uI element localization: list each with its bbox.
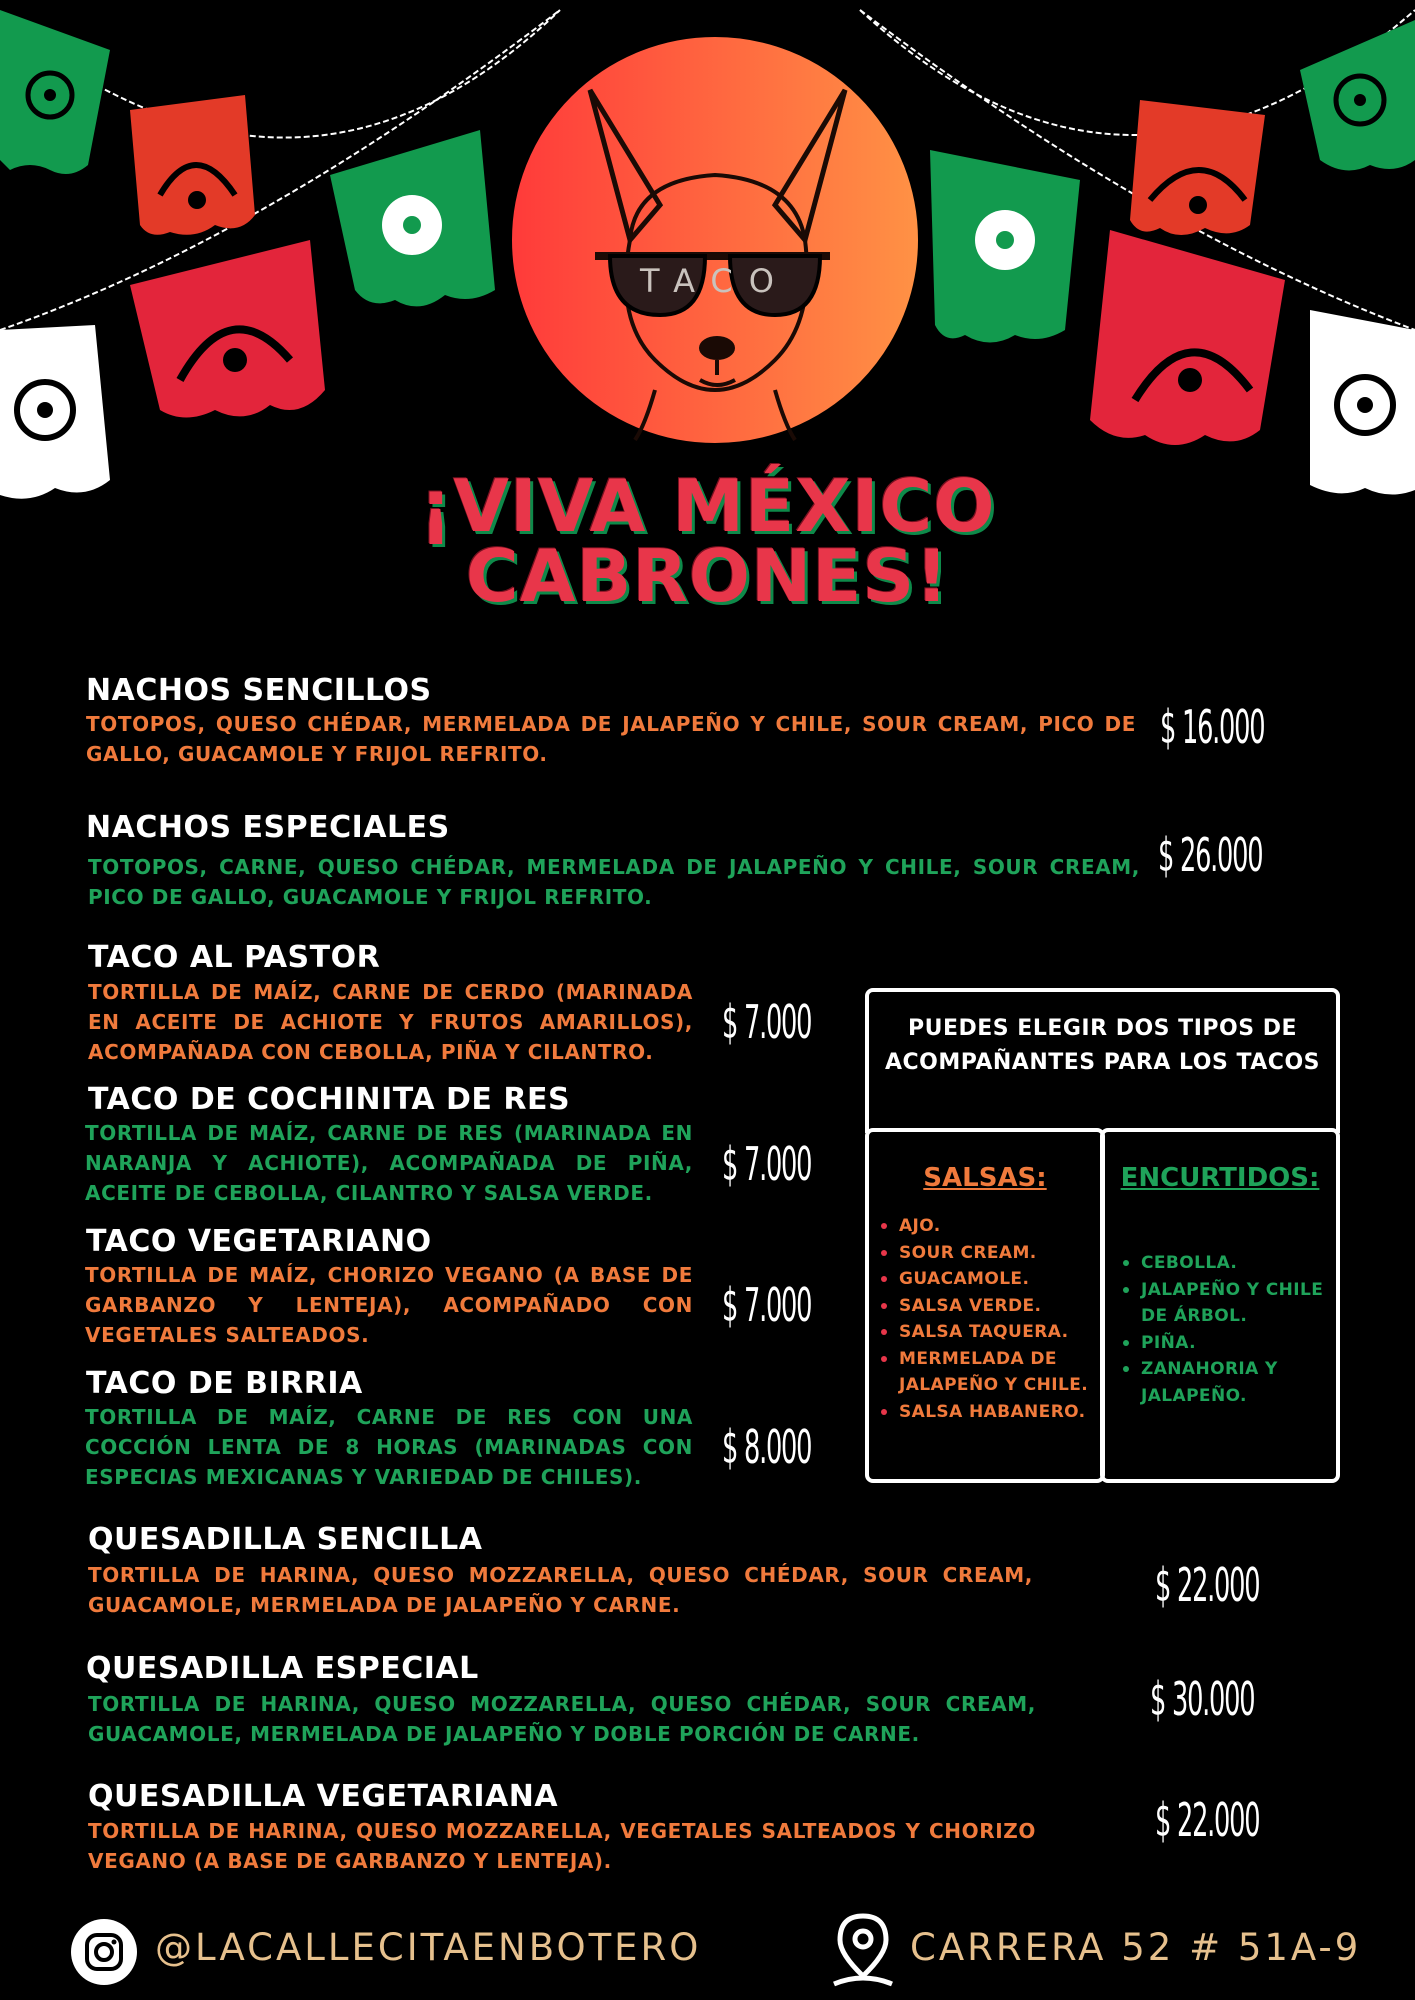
item-name-taco-cochinita: TACO DE COCHINITA DE RES: [88, 1082, 571, 1117]
sides-box-heading: PUEDES ELEGIR DOS TIPOS DE ACOMPAÑANTES PARA LOS TACOS: [885, 1016, 1321, 1075]
item-desc-quesadilla-sencilla: TORTILLA DE HARINA, QUESO MOZZARELLA, QUESO CHÉDAR, SOUR CREAM, GUACAMOLE, MERMELADA DE JALAPEÑO Y CARNE.: [88, 1563, 1033, 1617]
instagram-handle: @LACALLECITAENBOTERO: [155, 1926, 702, 1969]
item-price-quesadilla-vegetariana: $ 22.000: [1155, 1793, 1260, 1847]
list-item: SALSA HABANERO.: [873, 1399, 1105, 1426]
item-name-nachos-sencillos: NACHOS SENCILLOS: [86, 673, 432, 708]
item-price-taco-cochinita: $ 7.000: [722, 1137, 812, 1191]
instagram-icon: [70, 1918, 138, 1986]
item-price-quesadilla-sencilla: $ 22.000: [1155, 1558, 1260, 1612]
list-item: ZANAHORIA Y JALAPEÑO.: [1115, 1356, 1335, 1409]
item-desc-taco-cochinita: TORTILLA DE MAÍZ, CARNE DE RES (MARINADA EN NARANJA Y ACHIOTE), ACOMPAÑADA DE PIÑA, ACEITE DE CEBOLLA, CILANTRO Y SALSA VERDE.: [85, 1121, 693, 1205]
item-name-quesadilla-especial: QUESADILLA ESPECIAL: [86, 1651, 479, 1686]
flag-left-4: [130, 240, 325, 418]
flag-left-1: [0, 10, 110, 174]
item-price-taco-al-pastor: $ 7.000: [722, 995, 812, 1049]
item-price-nachos-sencillos: $ 16.000: [1160, 700, 1265, 754]
item-desc-nachos-sencillos: TOTOPOS, QUESO CHÉDAR, MERMELADA DE JALAPEÑO Y CHILE, SOUR CREAM, PICO DE GALLO, GUACAMOLE Y FRIJOL REFRITO.: [86, 712, 1136, 766]
flag-left-3: [330, 130, 495, 306]
flag-right-5: [1310, 310, 1415, 495]
headline-line-2: CABRONES!: [465, 534, 950, 618]
item-desc-quesadilla-especial: TORTILLA DE HARINA, QUESO MOZZARELLA, QUESO CHÉDAR, SOUR CREAM, GUACAMOLE, MERMELADA DE JALAPEÑO Y DOBLE PORCIÓN DE CARNE.: [88, 1692, 1036, 1746]
address: CARRERA 52 # 51A-9: [910, 1926, 1362, 1969]
item-name-taco-birria: TACO DE BIRRIA: [86, 1366, 363, 1401]
list-item: PIÑA.: [1115, 1330, 1335, 1357]
encurtidos-list: [1115, 1250, 1335, 1409]
list-item: MERMELADA DE JALAPEÑO Y CHILE.: [873, 1346, 1105, 1399]
sides-info-box: [865, 988, 1340, 1483]
flag-right-4: [1090, 230, 1285, 445]
chihuahua-taco-logo: [485, 30, 945, 460]
salsas-list: [873, 1213, 1105, 1425]
item-name-nachos-especiales: NACHOS ESPECIALES: [86, 810, 450, 845]
list-item: GUACAMOLE.: [873, 1266, 1105, 1293]
flag-right-3: [1300, 20, 1415, 170]
item-name-quesadilla-vegetariana: QUESADILLA VEGETARIANA: [88, 1779, 559, 1814]
flag-left-2: [130, 95, 255, 235]
item-price-taco-birria: $ 8.000: [722, 1420, 812, 1474]
item-name-taco-al-pastor: TACO AL PASTOR: [88, 940, 381, 975]
item-price-nachos-especiales: $ 26.000: [1158, 828, 1263, 882]
map-pin-icon: [830, 1912, 896, 1990]
flag-right-2: [1130, 100, 1265, 235]
list-item: AJO.: [873, 1213, 1105, 1240]
encurtidos-title: ENCURTIDOS:: [1120, 1163, 1320, 1193]
list-item: CEBOLLA.: [1115, 1250, 1335, 1277]
item-desc-taco-birria: TORTILLA DE MAÍZ, CARNE DE RES CON UNA COCCIÓN LENTA DE 8 HORAS (MARINADAS CON ESPECIAS MEXICANAS Y VARIEDAD DE CHILES).: [85, 1405, 693, 1489]
item-desc-taco-vegetariano: TORTILLA DE MAÍZ, CHORIZO VEGANO (A BASE DE GARBANZO Y LENTEJA), ACOMPAÑADO CON VEGETALES SALTEADOS.: [85, 1263, 693, 1347]
item-desc-taco-al-pastor: TORTILLA DE MAÍZ, CARNE DE CERDO (MARINADA EN ACEITE DE ACHIOTE Y FRUTOS AMARILLOS), ACOMPAÑADA CON CEBOLLA, PIÑA Y CILANTRO.: [88, 980, 693, 1064]
list-item: SOUR CREAM.: [873, 1240, 1105, 1267]
headline-line-1: ¡VIVA MÉXICO: [419, 464, 996, 548]
list-item: SALSA VERDE.: [873, 1293, 1105, 1320]
list-item: JALAPEÑO Y CHILE DE ÁRBOL.: [1115, 1277, 1335, 1330]
logo-text: TACO: [640, 262, 790, 300]
item-desc-nachos-especiales: TOTOPOS, CARNE, QUESO CHÉDAR, MERMELADA DE JALAPEÑO Y CHILE, SOUR CREAM, PICO DE GALLO, GUACAMOLE Y FRIJOL REFRITO.: [88, 855, 1140, 909]
item-price-quesadilla-especial: $ 30.000: [1150, 1672, 1255, 1726]
item-price-taco-vegetariano: $ 7.000: [722, 1278, 812, 1332]
list-item: SALSA TAQUERA.: [873, 1319, 1105, 1346]
item-desc-quesadilla-vegetariana: TORTILLA DE HARINA, QUESO MOZZARELLA, VEGETALES SALTEADOS Y CHORIZO VEGANO (A BASE DE GARBANZO Y LENTEJA).: [88, 1819, 1036, 1873]
salsas-title: SALSAS:: [923, 1163, 1047, 1193]
flag-right-1: [930, 150, 1080, 343]
item-name-taco-vegetariano: TACO VEGETARIANO: [86, 1224, 432, 1259]
item-name-quesadilla-sencilla: QUESADILLA SENCILLA: [88, 1522, 483, 1557]
